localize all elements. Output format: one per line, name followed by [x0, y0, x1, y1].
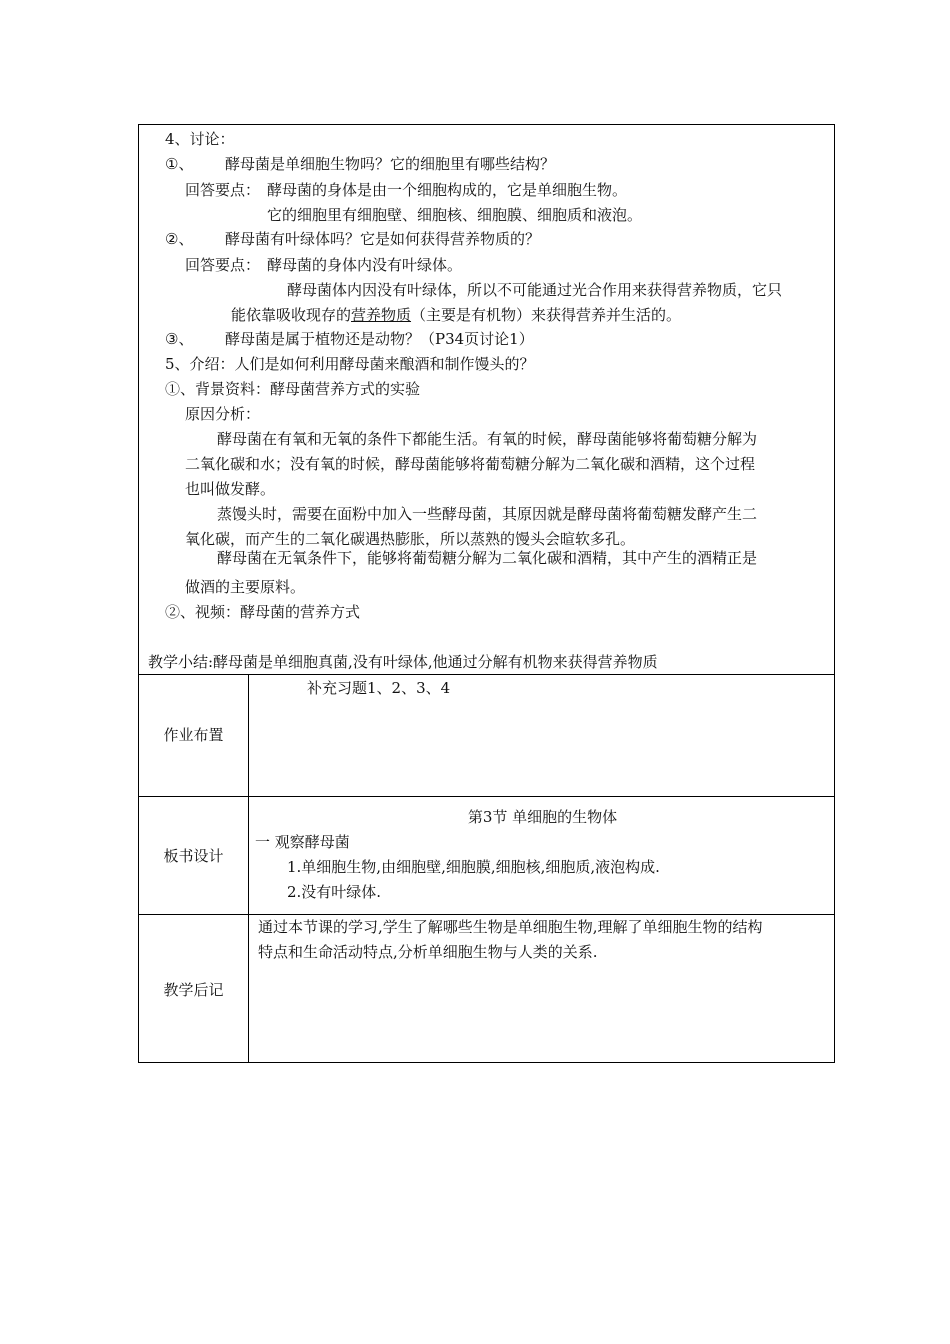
paragraph-1-line-2: 二氧化碳和水；没有氧的时候，酵母菌能够将葡萄糖分解为二氧化碳和酒精，这个过程	[185, 455, 756, 473]
question-2-text: 酵母菌有叶绿体吗？它是如何获得营养物质的？	[225, 230, 541, 248]
question-1-number: ①、	[165, 155, 194, 173]
answer-1-label: 回答要点：	[185, 181, 261, 199]
paragraph-1-line-1: 酵母菌在有氧和无氧的条件下都能生活。有氧的时候，酵母菌能够将葡萄糖分解为	[217, 430, 758, 448]
answer-2-line-3-prefix: 能依靠吸收现存的	[231, 306, 352, 324]
answer-2-label: 回答要点：	[185, 256, 261, 274]
question-3-number: ③、	[165, 330, 194, 348]
paragraph-2-line-2: 氧化碳，而产生的二氧化碳遇热膨胀，所以蒸熟的馒头会暄软多孔。	[185, 530, 636, 548]
nutrient-underlined: 营养物质	[351, 306, 412, 324]
notes-line-2: 特点和生命活动特点,分析单细胞生物与人类的关系.	[258, 943, 598, 961]
answer-2-line-3	[231, 305, 681, 325]
teaching-notes-label: 教学后记	[163, 981, 224, 999]
question-2-number: ②、	[165, 230, 194, 248]
question-1-text: 酵母菌是单细胞生物吗？它的细胞里有哪些结构？	[225, 155, 556, 173]
answer-2-line-1: 酵母菌的身体内没有叶绿体。	[267, 256, 463, 274]
homework-content: 补充习题1、2、3、4	[307, 679, 451, 697]
answer-2-line-2: 酵母菌体内因没有叶绿体，所以不可能通过光合作用来获得营养物质，它只	[287, 281, 783, 299]
homework-label: 作业布置	[163, 726, 224, 744]
answer-2-line-3-suffix: （主要是有机物）来获得营养并生活的。	[411, 306, 682, 324]
column-divider	[248, 674, 249, 1063]
intro-heading: 5、介绍：人们是如何利用酵母菌来酿酒和制作馒头的？	[165, 355, 535, 373]
answer-1-line-2: 它的细胞里有细胞壁、细胞核、细胞膜、细胞质和液泡。	[267, 206, 643, 224]
row-divider-board	[139, 796, 834, 797]
discussion-heading: 4、讨论：	[165, 130, 235, 148]
lesson-table	[138, 124, 835, 1063]
board-title: 第3节 单细胞的生物体	[467, 808, 618, 826]
paragraph-3-line-1: 酵母菌在无氧条件下，能够将葡萄糖分解为二氧化碳和酒精，其中产生的酒精正是	[217, 549, 758, 567]
cause-analysis-label: 原因分析：	[185, 405, 261, 423]
video-heading: ②、视频：酵母菌的营养方式	[165, 603, 361, 621]
answer-1-line-1: 酵母菌的身体是由一个细胞构成的，它是单细胞生物。	[267, 181, 628, 199]
row-divider-homework	[139, 674, 834, 675]
paragraph-3-line-2: 做酒的主要原料。	[185, 578, 306, 596]
teaching-summary: 教学小结:酵母菌是单细胞真菌,没有叶绿体,他通过分解有机物来获得营养物质	[148, 653, 658, 671]
board-design-label: 板书设计	[163, 847, 224, 865]
board-item-2: 2.没有叶绿体.	[287, 883, 382, 901]
board-section: 一 观察酵母菌	[255, 833, 350, 851]
paragraph-1-line-3: 也叫做发酵。	[185, 480, 276, 498]
paragraph-2-line-1: 蒸馒头时，需要在面粉中加入一些酵母菌，其原因就是酵母菌将葡萄糖发酵产生二	[217, 505, 758, 523]
background-heading: ①、背景资料：酵母菌营养方式的实验	[165, 380, 421, 398]
question-3-text: 酵母菌是属于植物还是动物？（P34页讨论1）	[225, 330, 534, 348]
notes-line-1: 通过本节课的学习,学生了解哪些生物是单细胞生物,理解了单细胞生物的结构	[258, 918, 763, 936]
row-divider-notes	[139, 914, 834, 915]
board-item-1: 1.单细胞生物,由细胞壁,细胞膜,细胞核,细胞质,液泡构成.	[287, 858, 660, 876]
